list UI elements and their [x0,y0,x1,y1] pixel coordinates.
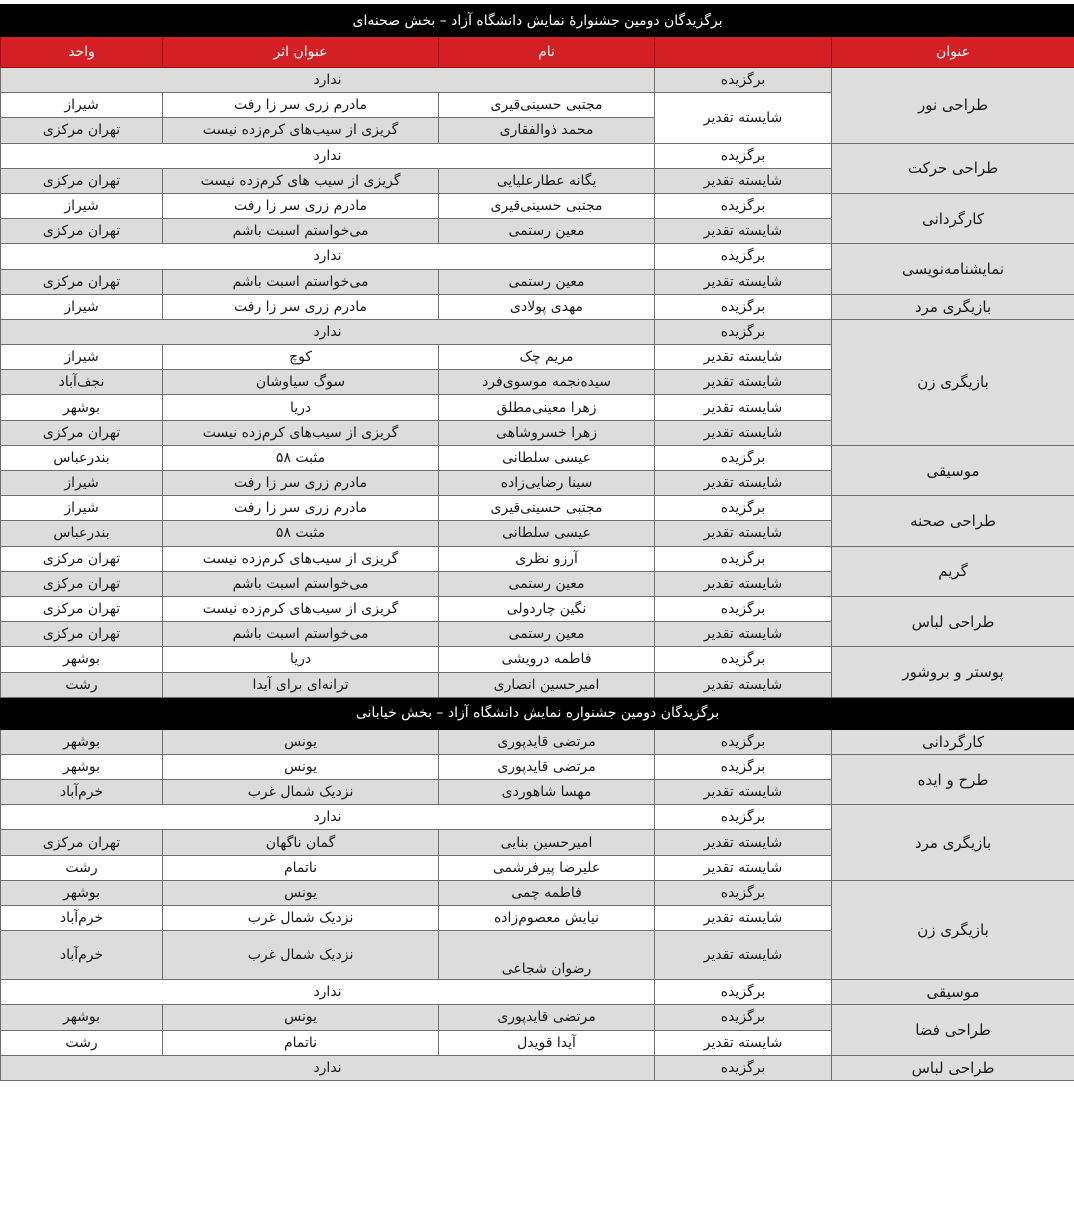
category-cell: گریم [832,546,1074,596]
rank-cell: برگزیده [655,319,832,344]
rank-cell: برگزیده [655,1055,832,1080]
header-unit: واحد [1,37,163,68]
rank-cell: شایسته تقدیر [655,855,832,880]
unit-cell: شیراز [1,496,163,521]
table-row [1,319,1074,344]
category-cell: طراحی نور [832,68,1074,144]
category-cell: نمایشنامه‌نویسی [832,244,1074,294]
unit-cell: خرم‌آباد [1,906,163,931]
rank-cell: شایسته تقدیر [655,622,832,647]
work-cell: گریزی از سیب‌های کرم‌زده نیست [163,118,439,143]
category-cell: طرح و ایده [832,754,1074,804]
rank-cell: شایسته تقدیر [655,370,832,395]
rank-cell: برگزیده [655,1005,832,1030]
rank-cell: برگزیده [655,294,832,319]
table-row [1,143,1074,168]
unit-cell: بوشهر [1,754,163,779]
table-row [1,754,1074,779]
rank-cell: شایسته تقدیر [655,395,832,420]
name-cell: مهدی پولادی [439,294,655,319]
none-cell: ندارد [1,980,655,1005]
rank-cell: شایسته تقدیر [655,93,832,143]
name-cell: عیسی سلطانی [439,445,655,470]
unit-cell: شیراز [1,93,163,118]
category-cell: طراحی حرکت [832,143,1074,193]
work-cell: یونس [163,1005,439,1030]
rank-cell: برگزیده [655,143,832,168]
rank-cell: شایسته تقدیر [655,830,832,855]
name-cell: مجتبی حسینی‌قیری [439,93,655,118]
category-cell: طراحی فضا [832,1005,1074,1055]
awards-sheet [0,4,1074,1081]
section-title: برگزیدگان دومین جشنواره نمایش دانشگاه آزاد – بخش خیابانی [1,697,1074,729]
work-cell: مادرم زری سر زا رفت [163,294,439,319]
rank-cell: برگزیده [655,729,832,754]
unit-cell: تهران مرکزی [1,546,163,571]
name-cell: سینا رضایی‌زاده [439,471,655,496]
name-cell: نگین چاردولی [439,596,655,621]
name-cell: امیرحسین انصاری [439,672,655,697]
work-cell: سوگ سیاوشان [163,370,439,395]
name-cell: محمد ذوالفقاری [439,118,655,143]
unit-cell: تهران مرکزی [1,830,163,855]
work-cell: یونس [163,754,439,779]
work-cell: گریزی از سیب‌های کرم‌زده نیست [163,546,439,571]
work-cell: ترانه‌ای برای آیدا [163,672,439,697]
rank-cell: شایسته تقدیر [655,345,832,370]
unit-cell: تهران مرکزی [1,571,163,596]
work-cell: گریزی از سیب‌های کرم‌زده نیست [163,596,439,621]
table-row [1,445,1074,470]
category-cell: موسیقی [832,980,1074,1005]
rank-cell: برگزیده [655,880,832,905]
rank-cell: شایسته تقدیر [655,219,832,244]
category-cell: طراحی صحنه [832,496,1074,546]
name-cell: معین رستمی [439,622,655,647]
table-row [1,596,1074,621]
rank-cell: شایسته تقدیر [655,672,832,697]
name-cell: مرتضی قایدپوری [439,754,655,779]
name-cell: مهسا شاهوردی [439,780,655,805]
rank-cell: شایسته تقدیر [655,168,832,193]
rank-cell: شایسته تقدیر [655,571,832,596]
table-row [1,496,1074,521]
rank-cell: شایسته تقدیر [655,471,832,496]
unit-cell: خرم‌آباد [1,780,163,805]
table-row [1,244,1074,269]
rank-cell: شایسته تقدیر [655,906,832,931]
table-row [1,729,1074,754]
unit-cell: خرم‌آباد [1,931,163,980]
work-cell: ناتمام [163,855,439,880]
rank-cell: برگزیده [655,596,832,621]
name-cell: علیرضا پیرفرشمی [439,855,655,880]
name-cell: یگانه عطارعلیایی [439,168,655,193]
header-work: عنوان اثر [163,37,439,68]
table-row [1,193,1074,218]
work-cell: ناتمام [163,1030,439,1055]
rank-cell: برگزیده [655,754,832,779]
awards-table [0,4,1074,1081]
category-cell: بازیگری مرد [832,805,1074,881]
rank-cell: شایسته تقدیر [655,780,832,805]
unit-cell: تهران مرکزی [1,622,163,647]
name-cell: نیایش معصوم‌زاده [439,906,655,931]
category-cell: پوستر و بروشور [832,647,1074,697]
rank-cell: برگزیده [655,193,832,218]
category-cell: کارگردانی [832,729,1074,754]
work-cell: نزدیک شمال غرب [163,906,439,931]
work-cell: مثبت ۵۸ [163,521,439,546]
category-cell: موسیقی [832,445,1074,495]
unit-cell: تهران مرکزی [1,420,163,445]
unit-cell: رشت [1,1030,163,1055]
work-cell: مادرم زری سر زا رفت [163,496,439,521]
work-cell: دریا [163,647,439,672]
work-cell: مادرم زری سر زا رفت [163,193,439,218]
rank-cell: شایسته تقدیر [655,931,832,980]
work-cell: مادرم زری سر زا رفت [163,93,439,118]
table-row [1,68,1074,93]
unit-cell: شیراز [1,345,163,370]
name-cell: معین رستمی [439,571,655,596]
category-cell: طراحی لباس [832,596,1074,646]
none-cell: ندارد [1,319,655,344]
work-cell: دریا [163,395,439,420]
rank-cell: برگزیده [655,647,832,672]
work-cell: گریزی از سیب های کرم‌زده نیست [163,168,439,193]
name-cell: مجتبی حسینی‌قیری [439,193,655,218]
work-cell: می‌خواستم اسبت باشم [163,269,439,294]
rank-cell: برگزیده [655,244,832,269]
rank-cell: شایسته تقدیر [655,269,832,294]
unit-cell: تهران مرکزی [1,269,163,294]
name-cell: مریم چک [439,345,655,370]
unit-cell: تهران مرکزی [1,118,163,143]
category-cell: کارگردانی [832,193,1074,243]
rank-cell: برگزیده [655,496,832,521]
unit-cell: رشت [1,672,163,697]
unit-cell: بوشهر [1,395,163,420]
unit-cell: بندرعباس [1,521,163,546]
work-cell: می‌خواستم اسبت باشم [163,622,439,647]
unit-cell: نجف‌آباد [1,370,163,395]
unit-cell: تهران مرکزی [1,168,163,193]
rank-cell: برگزیده [655,68,832,93]
section-title-stage [1,5,1074,37]
work-cell: گریزی از سیب‌های کرم‌زده نیست [163,420,439,445]
unit-cell: بوشهر [1,647,163,672]
name-cell: معین رستمی [439,269,655,294]
none-cell: ندارد [1,68,655,93]
unit-cell: بندرعباس [1,445,163,470]
work-cell: مثبت ۵۸ [163,445,439,470]
unit-cell: شیراز [1,193,163,218]
table-row [1,805,1074,830]
rank-cell: شایسته تقدیر [655,1030,832,1055]
work-cell: گمان ناگهان [163,830,439,855]
rank-cell: برگزیده [655,805,832,830]
rank-cell: شایسته تقدیر [655,521,832,546]
name-text: رضوان شجاعی [501,961,592,978]
work-cell: نزدیک شمال غرب [163,780,439,805]
rank-cell: برگزیده [655,445,832,470]
unit-cell: تهران مرکزی [1,596,163,621]
name-cell: امیرحسین بنایی [439,830,655,855]
name-cell [439,931,655,980]
work-cell: می‌خواستم اسبت باشم [163,571,439,596]
table-row [1,294,1074,319]
name-cell: زهرا معینی‌مطلق [439,395,655,420]
table-row [1,1005,1074,1030]
table-row [1,647,1074,672]
name-cell: سیده‌نجمه موسوی‌فرد [439,370,655,395]
name-cell: آیدا قویدل [439,1030,655,1055]
none-cell: ندارد [1,805,655,830]
name-cell: فاطمه درویشی [439,647,655,672]
name-cell: زهرا خسروشاهی [439,420,655,445]
table-row [1,546,1074,571]
header-row [1,37,1074,68]
unit-cell: تهران مرکزی [1,219,163,244]
header-name: نام [439,37,655,68]
work-cell: یونس [163,880,439,905]
unit-cell: شیراز [1,471,163,496]
work-cell: یونس [163,729,439,754]
name-cell: آرزو نظری [439,546,655,571]
work-cell: می‌خواستم اسبت باشم [163,219,439,244]
category-cell: بازیگری مرد [832,294,1074,319]
section-title: برگزیدگان دومین جشنوارهٔ نمایش دانشگاه آزاد – بخش صحنه‌ای [1,5,1074,37]
unit-cell: بوشهر [1,880,163,905]
name-cell: مرتضی قایدپوری [439,729,655,754]
name-cell: عیسی سلطانی [439,521,655,546]
unit-cell: شیراز [1,294,163,319]
none-cell: ندارد [1,244,655,269]
category-cell: بازیگری زن [832,319,1074,445]
unit-cell: بوشهر [1,729,163,754]
rank-cell: برگزیده [655,980,832,1005]
name-cell: فاطمه چمی [439,880,655,905]
rank-cell: شایسته تقدیر [655,420,832,445]
section-title-street [1,697,1074,729]
work-cell: مادرم زری سر زا رفت [163,471,439,496]
rank-cell: برگزیده [655,546,832,571]
none-cell: ندارد [1,143,655,168]
table-row [1,1055,1074,1080]
table-row [1,880,1074,905]
name-cell: مرتضی قایدپوری [439,1005,655,1030]
unit-cell: بوشهر [1,1005,163,1030]
name-cell: معین رستمی [439,219,655,244]
unit-cell: رشت [1,855,163,880]
name-cell: مجتبی حسینی‌قیری [439,496,655,521]
header-rank [655,37,832,68]
work-cell: نزدیک شمال غرب [163,931,439,980]
table-row [1,980,1074,1005]
category-cell: بازیگری زن [832,880,1074,979]
none-cell: ندارد [1,1055,655,1080]
category-cell: طراحی لباس [832,1055,1074,1080]
header-category: عنوان [832,37,1074,68]
work-cell: کوچ [163,345,439,370]
